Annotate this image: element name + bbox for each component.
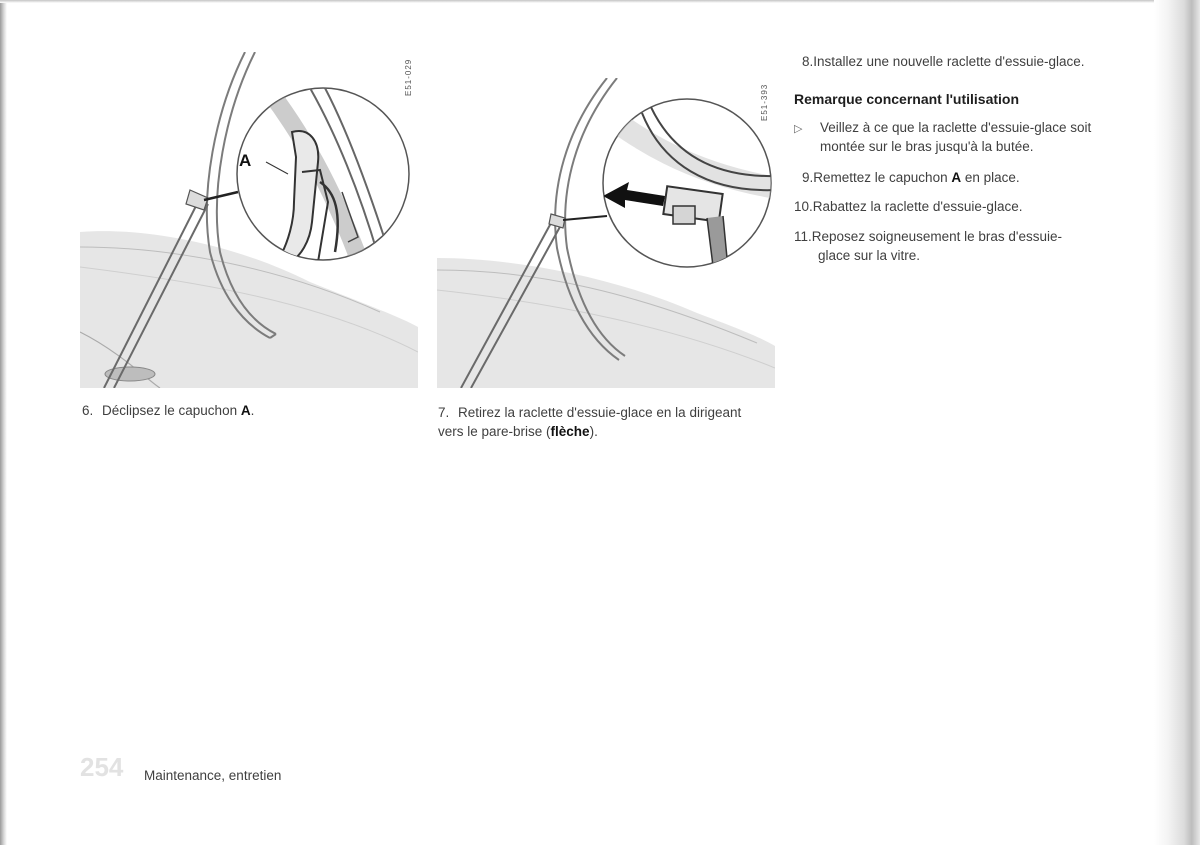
step-6-caption (82, 401, 402, 420)
callout-label-a: A (239, 151, 252, 170)
page-edge-left (0, 0, 7, 845)
step-11-line-2: glace sur la vitre. (818, 248, 921, 263)
note-heading: Remarque concernant l'utilisation (794, 91, 1020, 107)
step-text: 9.Remettez le capuchon (802, 170, 952, 185)
step-8: 8.Installez une nouvelle raclette d'essuie-glace. (802, 54, 1085, 69)
step-suffix: en place. (961, 170, 1020, 185)
section-title: Maintenance, entretien (144, 768, 282, 783)
figure-reference-code: E51-393 (760, 83, 769, 121)
note-text: Veillez à ce que la raclette d'essuie-glace soit montée sur le bras jusqu'à la butée. (820, 120, 1092, 154)
triangle-marker-icon: ▷ (794, 123, 803, 135)
step-bold: A (951, 170, 962, 185)
step-10: 10.Rabattez la raclette d'essuie-glace. (794, 199, 1023, 214)
step-bold: flèche (550, 424, 590, 439)
step-bold: A (240, 403, 251, 418)
step-text: Déclipsez le capuchon (102, 403, 241, 418)
step-text: Retirez la raclette d'essuie-glace en la dirigeant vers le pare-brise ( (438, 405, 742, 439)
step-7-caption (438, 403, 748, 441)
step-number: 6. (82, 403, 94, 418)
step-suffix: . (250, 403, 255, 418)
figure-remove-blade (437, 78, 775, 388)
step-suffix: ). (589, 424, 598, 439)
step-9 (802, 168, 1020, 187)
step-11-line-1: 11.Reposez soigneusement le bras d'essuie- (794, 229, 1062, 244)
figure-wiper-cap (80, 52, 418, 388)
wiper-cap-illustration (80, 52, 418, 388)
page-edge-top (0, 0, 1200, 3)
page-number: 254 (80, 752, 124, 782)
step-11 (794, 227, 1114, 265)
page-binding-shadow (1154, 0, 1200, 845)
figure-reference-code: E51-029 (404, 58, 413, 96)
remove-blade-illustration (437, 78, 775, 388)
step-number: 7. (438, 405, 450, 420)
usage-note (794, 118, 1134, 154)
